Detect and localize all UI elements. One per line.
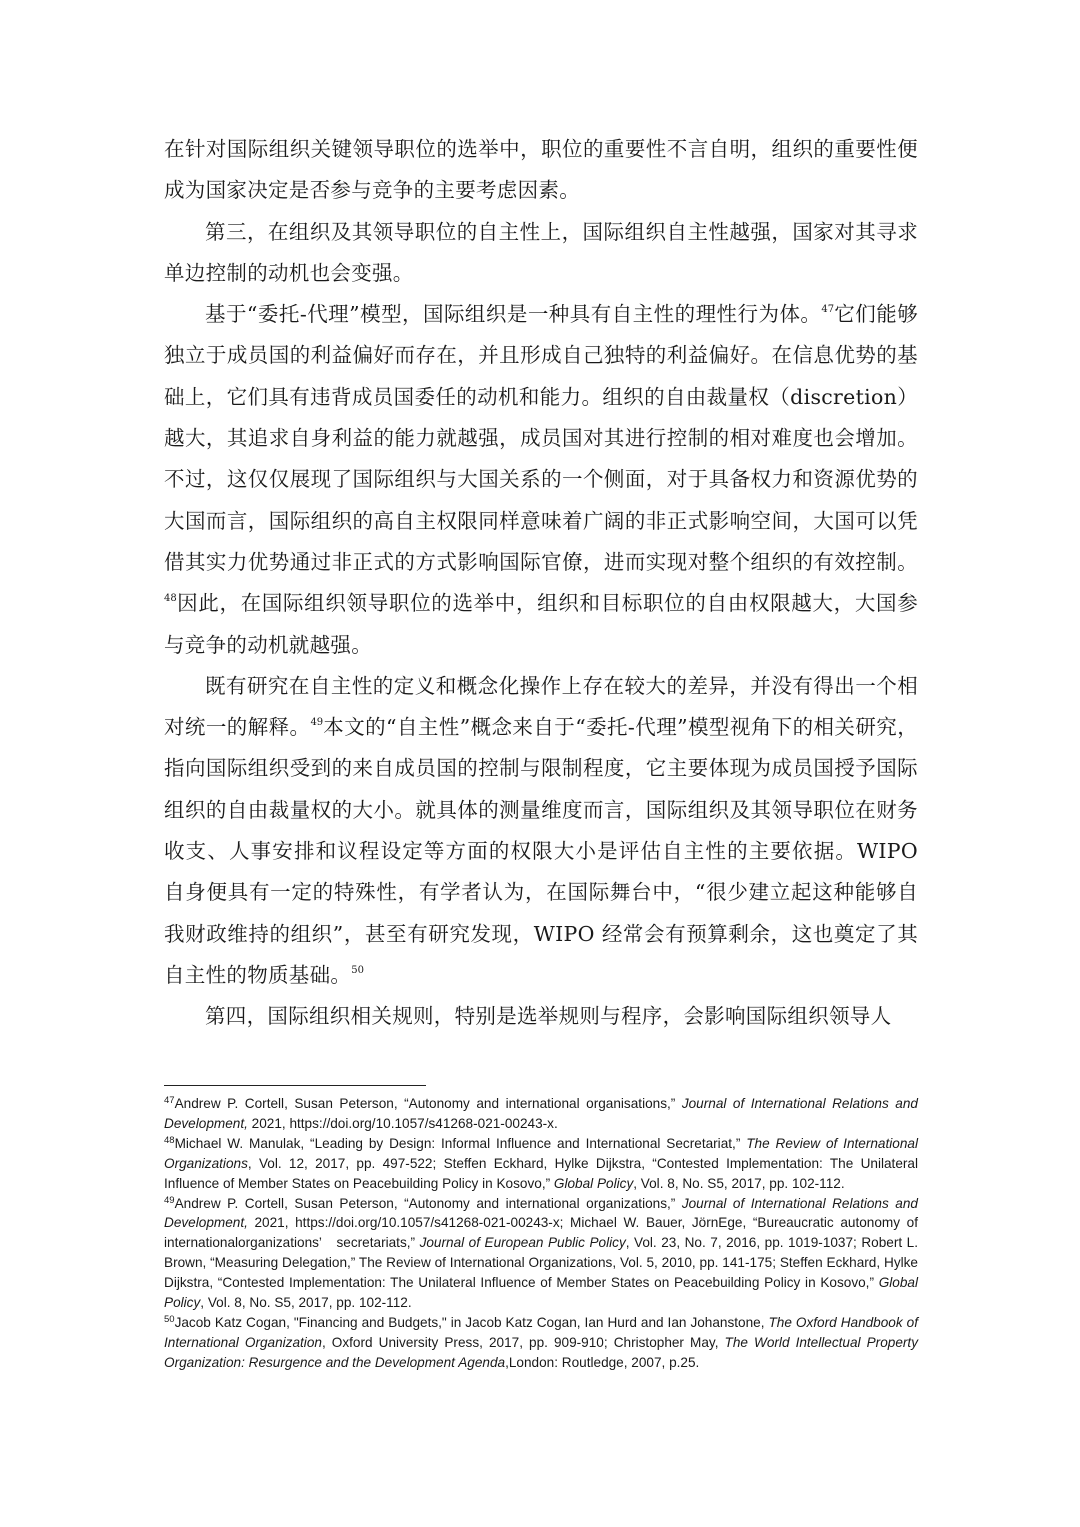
footnote-47-text-c: 2021, https://doi.org/10.1057/s41268-021-00243-x. (247, 1115, 558, 1131)
footnote-48-text-a: Michael W. Manulak, “Leading by Design: Informal Influence and International Secretariat,” (174, 1135, 747, 1151)
footnote-48-text-c: , Vol. 12, 2017, pp. 497-522; Steffen Eckhard, Hylke Dijkstra, “Contested Implementation: The Unilateral Influence of Member States on Peacebuilding Policy in Kosovo,” (164, 1155, 918, 1191)
footnote-48-journal: The Review of International Organizations (164, 1135, 918, 1171)
footnote-48-number: 48 (164, 1134, 175, 1146)
footnote-50-text-a: Jacob Katz Cogan, "Financing and Budgets," in Jacob Katz Cogan, Ian Hurd and Ian Johanstone, (174, 1314, 769, 1330)
footnote-50-text-c: , Oxford University Press, 2017, pp. 909-910; Christopher May, (321, 1334, 725, 1350)
footnote-49-text-e: , Vol. 23, No. 7, 2016, pp. 1019-1037; Robert L. Brown, “Measuring Delegation,” The Review of International Organizations, Vol. 5, 2010, pp. 141-175; Steffen Eckhard, Hylke Dijkstra, “Contested Implementation: The Unilateral Influence of Member States on Peacebuilding Policy in Kosovo,” (164, 1235, 918, 1291)
footnote-ref-49[interactable]: 49 (310, 717, 324, 729)
footnote-48-text-e: , Vol. 8, No. S5, 2017, pp. 102-112. (633, 1175, 845, 1191)
footnote-49-text-a: Andrew P. Cortell, Susan Peterson, “Autonomy and international organizations,” (174, 1195, 682, 1211)
main-body-text (164, 129, 918, 1038)
footnotes (164, 1094, 918, 1373)
paragraph-5-text: 第四，国际组织相关规则，特别是选举规则与程序，会影响国际组织领导人 (205, 1004, 892, 1029)
footnote-48-journal-2: Global Policy (553, 1175, 634, 1191)
paragraph-4-text-a: 既有研究在自主性的定义和概念化操作上存在较大的差异，并没有得出一个相对统一的解释。 (164, 673, 918, 740)
footnote-50 (164, 1313, 918, 1373)
paragraph-2-text: 第三，在组织及其领导职位的自主性上，国际组织自主性越强，国家对其寻求单边控制的动机也会变强。 (164, 219, 918, 285)
paragraph-1 (164, 129, 918, 212)
footnote-49-number: 49 (164, 1194, 175, 1206)
paragraph-5 (164, 996, 918, 1037)
footnote-47-journal: Journal of International Relations and Development, (164, 1096, 918, 1131)
paragraph-3-text-c: 因此，在国际组织领导职位的选举中，组织和目标职位的自由权限越大，大国参与竞争的动机就越强。 (164, 591, 918, 657)
paragraph-3-text-a: 基于“委托-代理”模型，国际组织是一种具有自主性的理性行为体。 (205, 302, 822, 327)
footnote-separator (164, 1085, 426, 1086)
footnote-49-text-c: 2021, https://doi.org/10.1057/s41268-021-00243-x; Michael W. Bauer, JörnEge, “Bureaucratic autonomy of internationalorganizations’ secretariats,” (164, 1215, 918, 1251)
footnote-49-journal-3: Global Policy (164, 1275, 918, 1311)
footnote-50-text-e: ,London: Routledge, 2007, p.25. (505, 1354, 700, 1370)
paragraph-4 (164, 666, 918, 996)
footnote-47-text-a: Andrew P. Cortell, Susan Peterson, “Autonomy and international organisations,” (174, 1096, 682, 1111)
paragraph-2 (164, 212, 918, 295)
footnote-49 (164, 1194, 918, 1313)
footnote-ref-47[interactable]: 47 (821, 304, 835, 316)
footnote-ref-48[interactable]: 48 (164, 593, 177, 605)
footnote-49-journal: Journal of International Relations and Development, (164, 1195, 918, 1231)
footnote-48 (164, 1134, 918, 1194)
footnote-50-book: The Oxford Handbook of International Organization (164, 1314, 918, 1350)
footnote-ref-50[interactable]: 50 (351, 964, 364, 976)
footnote-47-number: 47 (164, 1095, 175, 1106)
paragraph-1-text: 在针对国际组织关键领导职位的选举中，职位的重要性不言自明，组织的重要性便成为国家决定是否参与竞争的主要考虑因素。 (164, 137, 918, 203)
footnote-50-number: 50 (164, 1313, 175, 1325)
footnote-47 (164, 1094, 918, 1134)
footnote-49-text-g: , Vol. 8, No. S5, 2017, pp. 102-112. (200, 1295, 412, 1311)
paragraph-4-text-b: 本文的“自主性”概念来自于“委托-代理”模型视角下的相关研究，指向国际组织受到的来自成员国的控制与限制程度，它主要体现为成员国授予国际组织的自由裁量权的大小。就具体的测量维度而言，国际组织及其领导职位在财务收支、人事安排和议程设定等方面的权限大小是评估自主性的主要依据。WIPO 自身便具有一定的特殊性，有学者认为，在国际舞台中，“很少建立起这种能够自我财政维持的组织”，甚至有研究发现，WIPO 经常会有预算剩余，这也奠定了其自主性的物质基础。 (164, 715, 918, 987)
paragraph-3-text-b: 它们能够独立于成员国的利益偏好而存在，并且形成自己独特的利益偏好。在信息优势的基础上，它们具有违背成员国委任的动机和能力。组织的自由裁量权（discretion）越大，其追求自身利益的能力就越强，成员国对其进行控制的相对难度也会增加。不过，这仅仅展现了国际组织与大国关系的一个侧面，对于具备权力和资源优势的大国而言，国际组织的高自主权限同样意味着广阔的非正式影响空间，大国可以凭借其实力优势通过非正式的方式影响国际官僚，进而实现对整个组织的有效控制。 (164, 302, 918, 574)
footnote-49-journal-2: Journal of European Public Policy (419, 1235, 626, 1251)
paragraph-3 (164, 294, 918, 666)
footnote-50-book-2: The World Intellectual Property Organization: Resurgence and the Development Agenda (164, 1334, 918, 1370)
